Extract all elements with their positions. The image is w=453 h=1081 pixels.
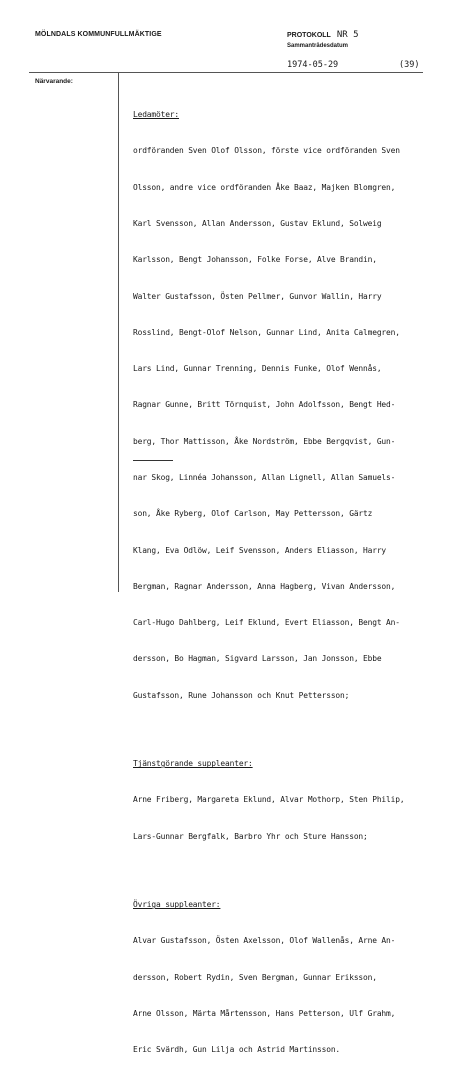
members-line: Olsson, andre vice ordföranden Åke Baaz, Majken Blomgren, (133, 182, 396, 192)
members-line: berg, Thor Mattisson, Åke Nordström, Ebbe Bergqvist, Gun- (133, 436, 396, 446)
members-line: nar Skog, Linnéa Johansson, Allan Lignell, Allan Samuels- (133, 473, 396, 482)
members-line: Karl Svensson, Allan Andersson, Gustav Eklund, Solweig (133, 219, 382, 229)
organization-name: MÖLNDALS KOMMUNFULLMÄKTIGE (35, 31, 162, 38)
members-line: Karlsson, Bengt Johansson, Folke Forse, Alve Brandin, (133, 255, 377, 265)
protocol-label: PROTOKOLL (287, 32, 331, 39)
members-line: ordföranden Sven Olof Olsson, förste vice ordföranden Sven (133, 146, 400, 156)
members-line: Rosslind, Bengt-Olof Nelson, Gunnar Lind, Anita Calmegren, (133, 327, 400, 337)
margin-divider (118, 72, 119, 592)
serving-deputies-line: Lars-Gunnar Bergfalk, Barbro Yhr och Sture Hansson; (133, 831, 368, 841)
members-line: Walter Gustafsson, Östen Pellmer, Gunvor Wallin, Harry (133, 291, 382, 301)
members-line: Lars Lind, Gunnar Trenning, Dennis Funke, Olof Wennås, (133, 364, 382, 374)
members-line: Ragnar Gunne, Britt Törnquist, John Adolfsson, Bengt Hed- (133, 400, 396, 410)
members-line: Klang, Eva Odlöw, Leif Svensson, Anders Eliasson, Harry (133, 545, 387, 555)
attendance-body (133, 85, 433, 1081)
page-number: (39) (399, 60, 420, 70)
section-gap (133, 867, 433, 875)
present-label: Närvarande: (35, 78, 73, 85)
other-deputies-line: Eric Svärdh, Gun Lilja och Astrid Martinsson. (133, 1045, 341, 1055)
meeting-date-label: Sammanträdesdatum (287, 43, 349, 49)
other-deputies-line: Arne Olsson, Märta Mårtensson, Hans Petterson, Ulf Grahm, (133, 1009, 396, 1019)
protocol-title (287, 30, 359, 40)
serving-deputies-heading: Tjänstgörande suppleanter: (133, 759, 253, 769)
members-heading: Ledamöter: (133, 110, 180, 120)
meeting-date: 1974-05-29 (287, 60, 339, 70)
other-deputies-line: Alvar Gustafsson, Östen Axelsson, Olof Wallenås, Arne An- (133, 936, 396, 946)
section-gap (133, 726, 433, 734)
members-line: Gustafsson, Rune Johansson och Knut Pettersson; (133, 690, 350, 700)
serving-deputies-line: Arne Friberg, Margareta Eklund, Alvar Mothorp, Sten Philip, (133, 795, 405, 805)
header-divider (29, 72, 423, 73)
members-line: dersson, Bo Hagman, Sigvard Larsson, Jan Jonsson, Ebbe (133, 654, 382, 664)
protocol-number: NR 5 (336, 30, 359, 40)
end-of-list-rule (133, 460, 173, 461)
members-line: son, Åke Ryberg, Olof Carlson, May Pettersson, Gärtz (133, 509, 373, 519)
members-line: Bergman, Ragnar Andersson, Anna Hagberg, Vivan Andersson, (133, 581, 396, 591)
other-deputies-heading: Övriga suppleanter: (133, 900, 221, 910)
other-deputies-line: dersson, Robert Rydin, Sven Bergman, Gunnar Eriksson, (133, 972, 377, 982)
members-line: Carl-Hugo Dahlberg, Leif Eklund, Evert Eliasson, Bengt An- (133, 618, 400, 628)
